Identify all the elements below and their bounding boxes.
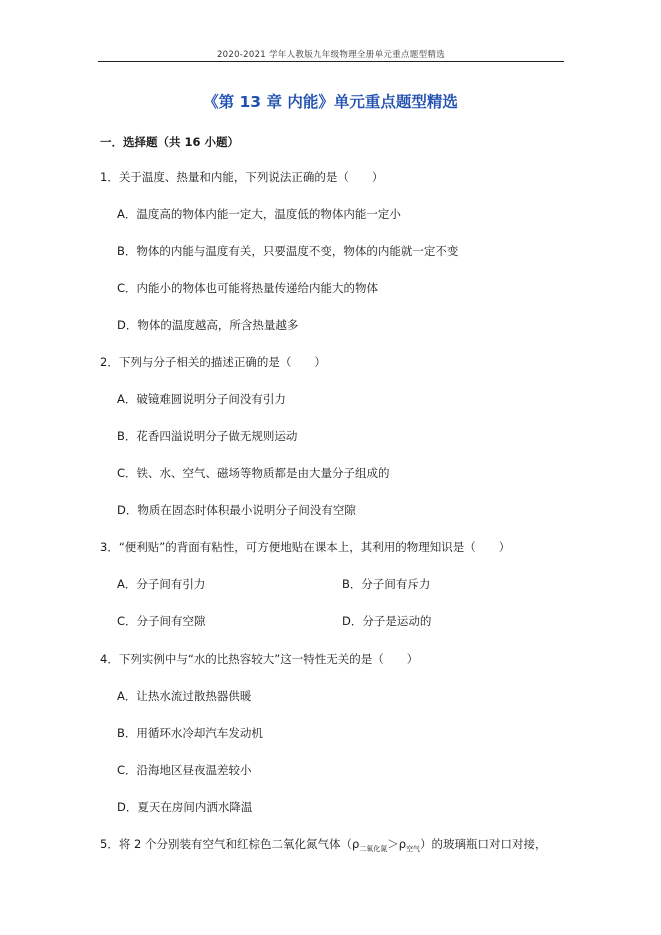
question-4-stem: 4．下列实例中与“水的比热容较大”这一特性无关的是（ ） <box>100 652 419 666</box>
question-3-option-d: D．分子是运动的 <box>342 614 432 628</box>
question-3-option-b: B．分子间有斥力 <box>342 577 431 591</box>
page-header: 2020-2021 学年人教版九年级物理全册单元重点题型精选 <box>216 50 446 60</box>
question-5-stem-part-b: ＞ρ <box>387 837 407 851</box>
question-1-option-c: C．内能小的物体也可能将热量传递给内能大的物体 <box>117 281 379 295</box>
question-2-option-c: C．铁、水、空气、磁场等物质都是由大量分子组成的 <box>117 466 390 480</box>
question-5-subscript-no2: 二氧化氮 <box>359 845 388 853</box>
question-5-stem-part-a: 5．将 2 个分别装有空气和红棕色二氧化氮气体（ρ <box>100 837 360 851</box>
question-1-stem: 1．关于温度、热量和内能，下列说法正确的是（ ） <box>100 170 384 184</box>
question-5-stem <box>100 836 547 854</box>
question-3-stem: 3．“便利贴”的背面有粘性，可方便地贴在课本上，其利用的物理知识是（ ） <box>100 540 511 554</box>
question-4-option-d: D．夏天在房间内洒水降温 <box>117 800 253 814</box>
question-2-option-a: A．破镜难圆说明分子间没有引力 <box>117 392 286 406</box>
question-3-option-a: A．分子间有引力 <box>117 577 206 591</box>
document-title: 《第 13 章 内能》单元重点题型精选 <box>203 93 458 111</box>
question-1-option-b: B．物体的内能与温度有关，只要温度不变，物体的内能就一定不变 <box>117 244 459 258</box>
question-4-option-a: A．让热水流过散热器供暖 <box>117 689 252 703</box>
question-1-option-a: A．温度高的物体内能一定大，温度低的物体内能一定小 <box>117 207 401 221</box>
question-5-subscript-air: 空气 <box>406 845 421 853</box>
question-2-option-b: B．花香四溢说明分子做无规则运动 <box>117 429 298 443</box>
question-5-stem-part-c: ）的玻璃瓶口对口对接， <box>420 837 547 851</box>
section-heading: 一．选择题（共 16 小题） <box>100 135 240 149</box>
question-2-stem: 2．下列与分子相关的描述正确的是（ ） <box>100 355 326 369</box>
question-1-option-d: D．物体的温度越高，所含热量越多 <box>117 318 299 332</box>
question-4-option-b: B．用循环水冷却汽车发动机 <box>117 726 263 740</box>
question-4-option-c: C．沿海地区昼夜温差较小 <box>117 763 252 777</box>
header-rule <box>98 61 564 62</box>
question-2-option-d: D．物质在固态时体积最小说明分子间没有空隙 <box>117 503 356 517</box>
question-3-option-c: C．分子间有空隙 <box>117 614 206 628</box>
